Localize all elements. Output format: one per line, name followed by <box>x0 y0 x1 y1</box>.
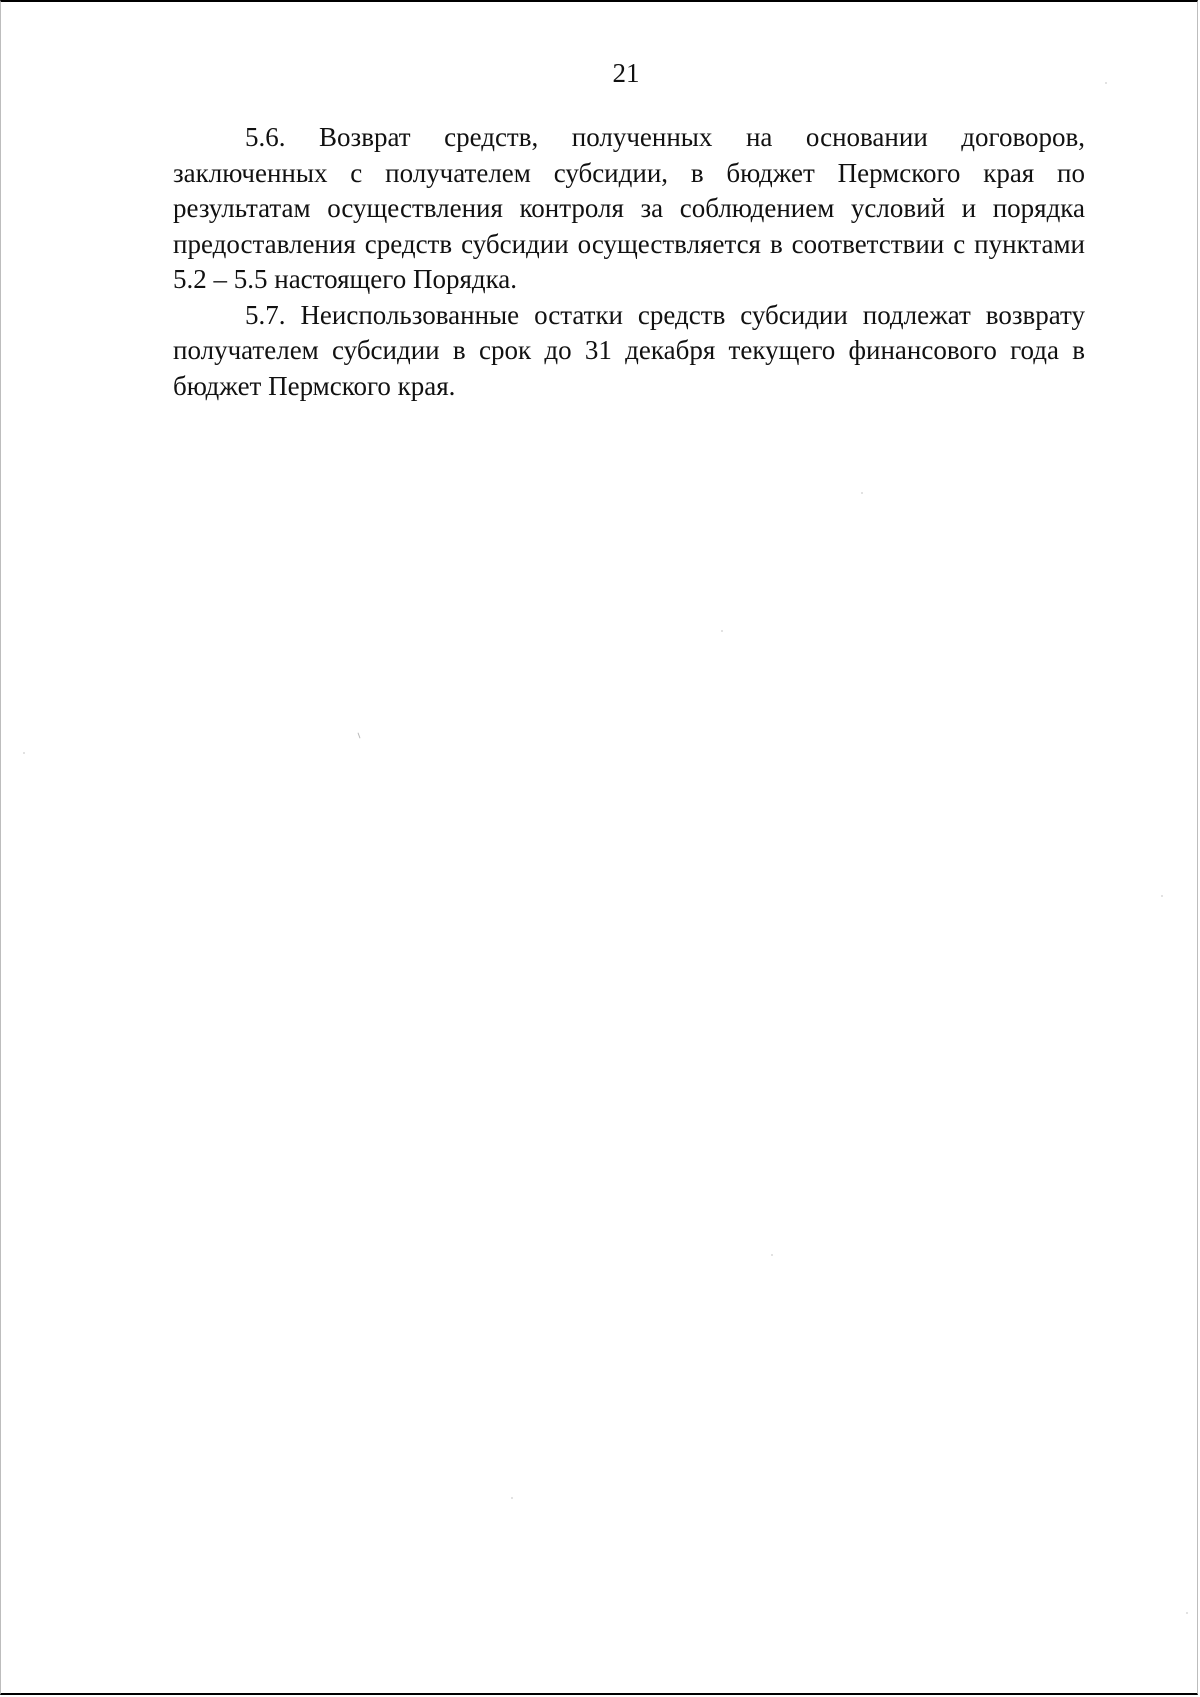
paragraph-text: Неиспользованные остатки средств субсидии подлежат возврату получателем субсидии в срок до 31 декабря текущего финансового года в бюджет Пермского края. <box>173 299 1085 401</box>
paragraph-text: Возврат средств, полученных на основании договоров, заключенных с получателем субсидии, в бюджет Пермского края по результатам осуществления контроля за соблюдением условий и порядка предоставления средств субсидии осуществляется в соответствии с пунктами 5.2 – 5.5 настоящего Порядка. <box>173 122 1086 294</box>
paragraph-5-6 <box>173 120 1085 298</box>
scan-speck <box>721 630 723 632</box>
scan-speck <box>861 492 863 494</box>
scan-speck <box>1186 1612 1188 1614</box>
scan-speck <box>1105 82 1107 84</box>
document-body <box>173 120 1085 404</box>
scan-speck <box>23 752 25 754</box>
paragraph-number: 5.6. <box>245 122 286 152</box>
paragraph-number: 5.7. <box>245 299 286 330</box>
scan-speck <box>358 733 361 739</box>
paragraph-5-7 <box>173 298 1085 405</box>
scan-speck <box>771 1254 773 1256</box>
scan-speck <box>1161 895 1163 897</box>
page-number: 21 <box>612 58 640 88</box>
scan-speck <box>511 1497 513 1499</box>
